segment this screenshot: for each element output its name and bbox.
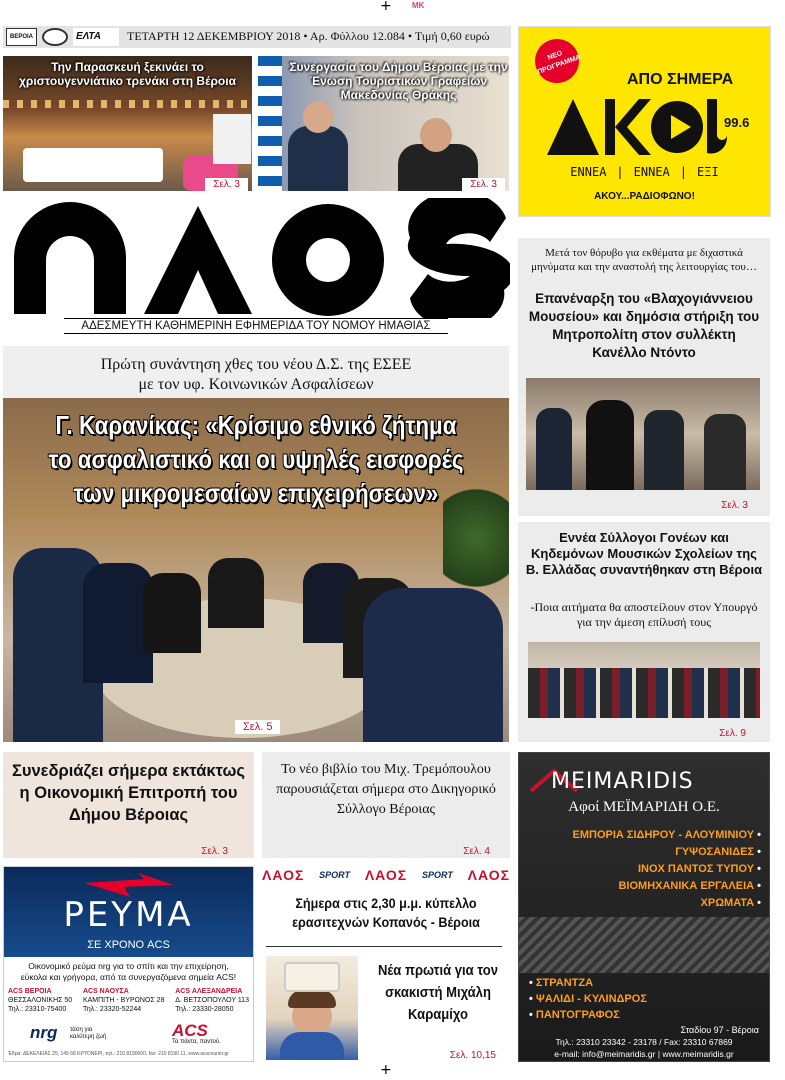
meimaridis-company: Αφοί ΜΕΪΜΑΡΙΔΗ Ο.Ε. (568, 799, 720, 815)
sport-banner-laos-2: ΛΑΟΣ (364, 867, 408, 883)
metropolitan-figure (586, 400, 634, 490)
sport-banner (262, 866, 510, 884)
meimaridis-email[interactable]: e-mail: info@meimaridis.gr | www.meimaridis.gr (554, 1049, 734, 1059)
product-1: ΕΜΠΟΡΙΑ ΣΙΔΗΡΟΥ - ΑΛΟΥΜΙΝΙΟΥ • (572, 829, 761, 841)
nrg-logo: nrg (30, 1023, 58, 1042)
store-alexandreia: ACS ΑΛΕΞΑΝΔΡΕΙΑ Δ. ΒΕΤΣΟΠΟΥΛΟΥ 113 Τηλ.: 23330-28050 (175, 988, 249, 1013)
product-2: ΓΥΨΟΣΑΝΙΔΕΣ • (675, 846, 761, 858)
acs-nrg-ad[interactable] (3, 866, 254, 1062)
finance-page-ref: Σελ. 3 (201, 846, 228, 857)
museum-story[interactable] (518, 238, 770, 516)
lights-strip (3, 100, 252, 108)
tagline-part-3: ΕΞΙ (697, 165, 719, 179)
nrg-tag: τάση για καλύτερη ζωή (70, 1027, 107, 1040)
chess-player-hair (288, 990, 336, 1008)
main-kicker-line1: Πρώτη συνάντηση χθες του νέου Δ.Σ. της ΕΣΕΕ (100, 356, 412, 373)
meimaridis-address: Σταδίου 97 - Βέροια (680, 1025, 759, 1035)
acs-logo: ACS (172, 1021, 208, 1040)
meimaridis-logo (529, 767, 763, 795)
veroia-logo: ΒΕΡΟΙΑ (6, 28, 37, 46)
book-headline: Το νέο βιβλίο του Μιχ. Τρεμόπουλου παρουσιάζεται σήμερα στο Δικηγορικό Σύλλογο Βέροιας (276, 762, 496, 817)
main-headline-line3: των μικρομεσαίων επιχειρήσεων» (73, 478, 439, 508)
person-right-head (420, 118, 452, 152)
service-2: • ΨΑΛΙΔΙ - ΚΥΛΙΝΔΡΟΣ (529, 993, 647, 1005)
meimaridis-phones: Τηλ.: 23310 23342 - 23178 / Fax: 23310 67869 (555, 1037, 733, 1047)
meimaridis-brand: MEIMARIDIS (551, 769, 694, 794)
parents-headline: Εννέα Σύλλογοι Γονέων και Κηδεμόνων Μουσικών Σχολείων της Β. Ελλάδας συναντήθηκαν στη Βέροια (525, 530, 763, 577)
acs-description (8, 961, 249, 983)
registration-mark-top: + (380, 0, 392, 14)
tagline-part-1: ΕΝΝΕΑ (570, 165, 607, 179)
store-veroia: ACS ΒΕΡΟΙΑ ΘΕΣΣΑΛΟΝΙΚΗΣ 50 Τηλ.: 23310-75400 (8, 988, 73, 1013)
store-naousa: ACS ΝΑΟΥΣΑ ΚΑΜΠΙΤΗ - ΒΥΡΩΝΟΣ 28 Τηλ.: 23320-52244 (82, 988, 165, 1013)
main-headline (38, 408, 473, 510)
acs-brand: ΡΕΥΜΑ (63, 895, 194, 935)
registration-mark-bottom: + (380, 1062, 392, 1078)
akou-logo (547, 97, 727, 157)
train-caption: Την Παρασκευή ξεκινάει το χριστουγεννιάτικο τρενάκι στη Βέροια (19, 60, 236, 88)
laos-logo-icon (10, 198, 510, 318)
person-4 (704, 414, 746, 490)
chess-player-shirt (280, 1032, 344, 1060)
museum-kicker: Μετά τον θόρυβο για εκθέματα με διχαστικά μηνύματα και την αναστολή της λειτουργίας του… (531, 247, 757, 273)
chess-headline: Νέα πρωτιά για τον σκακιστή Μιχάλη Καραμίχο (377, 963, 499, 1023)
meimaridis-ad[interactable] (518, 752, 770, 1062)
akou-frequency: 99.6 (724, 115, 750, 130)
christmas-train-story[interactable] (3, 56, 252, 191)
acs-stores (8, 987, 249, 1014)
museum-photo (526, 378, 760, 490)
sport-banner-laos-3: ΛΑΟΣ (467, 867, 510, 883)
person-1 (536, 408, 572, 490)
main-kicker-line2: με τον υφ. Κοινωνικών Ασφαλίσεων (138, 376, 374, 393)
sport-banner-laos-1: ΛΑΟΣ (262, 867, 305, 883)
meimaridis-products (573, 827, 762, 912)
issue-line: ΤΕΤΑΡΤΗ 12 ΔΕΚΕΜΒΡΙΟΥ 2018 • Αρ. Φύλλου 12.084 • Τιμή 0,60 ευρώ (127, 29, 490, 43)
acs-footer: Έδρα: ΔΕΚΕΛΕΙΑΣ 25, 145 68 ΚΡΥΟΝΕΡΙ, τηλ.: 210 8190000, fax: 210 8190 11, www.acscourier.gr (8, 1051, 229, 1057)
tourism-cooperation-story[interactable] (258, 56, 509, 191)
issue-info-bar (3, 26, 511, 48)
elta-logo: ΕΛΤΑ (73, 28, 119, 46)
product-5: ΧΡΩΜΑΤΑ • (700, 897, 761, 909)
stamp-logo (42, 28, 68, 46)
parents-page-ref: Σελ. 9 (719, 728, 746, 739)
acs-tag: Τα πάντα, παντού. (172, 1039, 221, 1045)
person-3 (644, 410, 684, 490)
sport-divider (266, 946, 502, 947)
acs-banner (4, 867, 253, 957)
train-page-ref: Σελ. 3 (205, 178, 248, 191)
akou-headline: ΑΠΟ ΣΗΜΕΡΑ (627, 71, 734, 88)
finance-committee-story[interactable] (3, 752, 254, 858)
main-story[interactable] (3, 346, 509, 742)
person-left-head (303, 101, 333, 133)
tourism-page-ref: Σελ. 3 (462, 178, 505, 191)
main-headline-line2: το ασφαλιστικό και οι υψηλές εισφορές (48, 444, 464, 474)
attendee-left-3 (143, 573, 201, 653)
lightning-icon (84, 873, 174, 897)
acs-desc-line1: Οικονομικό ρεύμα nrg για το σπίτι και την επιχείρηση, (28, 961, 229, 971)
product-4: ΒΙΟΜΗΧΑΝΙΚΑ ΕΡΓΑΛΕΙΑ • (618, 880, 761, 892)
group-of-people (528, 668, 760, 718)
akou-tagline: ΕΝΝΕΑ | ΕΝΝΕΑ | ΕΞΙ (570, 165, 719, 179)
main-headline-line1: Γ. Καρανίκας: «Κρίσιμο εθνικό ζήτημα (55, 410, 457, 440)
service-1: • ΣΤΡΑΝΤΖΑ (529, 977, 594, 989)
service-3: • ΠΑΝΤΟΓΡΑΦΟΣ (529, 1009, 620, 1021)
sport-section[interactable] (262, 866, 510, 1062)
trophy (284, 962, 340, 992)
masthead-subtitle: ΑΔΕΣΜΕΥΤΗ ΚΑΘΗΜΕΡΙΝΗ ΕΦΗΜΕΡΙΔΑ ΤΟΥ ΝΟΜΟΥ ΗΜΑΘΙΑΣ (64, 318, 448, 334)
color-bar-marks: MK (412, 1, 425, 10)
new-program-badge: ΝΕΟ ΠΡΟΓΡΑΜΜΑ (529, 33, 585, 89)
akou-radio-ad[interactable] (518, 26, 771, 217)
book-presentation-story[interactable] (262, 752, 510, 858)
parents-group-photo (528, 642, 760, 718)
acs-tagline: ΣΕ ΧΡΟΝΟ ACS (87, 939, 170, 951)
parents-sub: -Ποια αιτήματα θα αποστείλουν στον Υπουργό για την άμεση επίλυσή τους (530, 600, 758, 629)
attendee-right-3 (363, 588, 503, 742)
sport-banner-sport-1: SPORT (319, 870, 351, 880)
chess-player-photo (266, 956, 358, 1060)
main-page-ref: Σελ. 5 (235, 720, 280, 734)
meimaridis-services (529, 975, 647, 1023)
attendee-head (208, 558, 264, 628)
parents-associations-story[interactable] (518, 522, 770, 742)
acs-desc-line2: εύκολα και γρήγορα, από τα συνεργαζόμενα σημεία ACS! (20, 972, 237, 982)
akou-slogan: ΑΚΟΥ...ΡΑΔΙΟΦΩΝΟ! (594, 191, 695, 202)
train-cab (213, 114, 251, 164)
train-carriage (23, 148, 163, 182)
akou-logo-icon (547, 97, 727, 157)
sport-banner-sport-2: SPORT (421, 870, 453, 880)
tagline-part-2: ΕΝΝΕΑ (633, 165, 670, 179)
tourism-caption: Συνεργασία του Δήμου Βέροιας με την Ένωση Τουριστικών Γραφείων Μακεδονίας Θράκης (289, 60, 508, 102)
sport-headline: Σήμερα στις 2,30 μ.μ. κύπελλο ερασιτεχνών Κοπανός - Βέροια (292, 895, 480, 930)
book-page-ref: Σελ. 4 (463, 846, 490, 857)
greek-flag (258, 56, 282, 191)
museum-page-ref: Σελ. 3 (721, 500, 748, 511)
product-3: ΙΝΟΧ ΠΑΝΤΟΣ ΤΥΠΟΥ • (637, 863, 761, 875)
newspaper-logo (10, 198, 510, 318)
museum-headline: Επανέναρξη του «Βλαχογιάννειου Μουσείου» και δημόσια στήριξη του Μητροπολίτη στον συλλέκτη Κανέλλο Ντόντο (528, 291, 760, 360)
finance-headline: Συνεδριάζει σήμερα εκτάκτως η Οικονομική Επιτροπή του Δήμου Βέροιας (12, 762, 245, 824)
metal-texture (519, 917, 769, 973)
sport-page-ref: Σελ. 10,15 (449, 1050, 496, 1061)
person-left (288, 126, 348, 191)
